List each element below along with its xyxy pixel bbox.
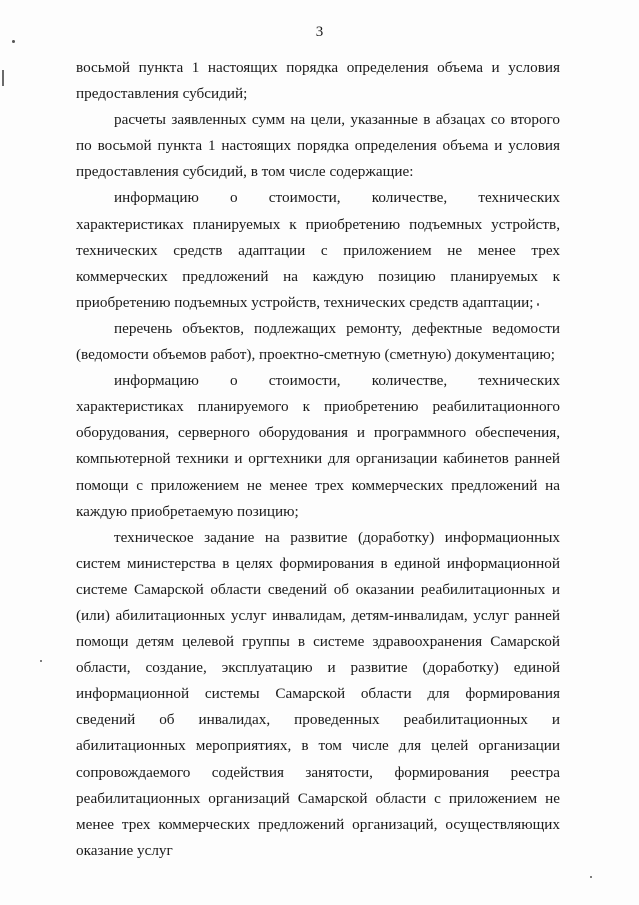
- paragraph-continuation: восьмой пункта 1 настоящих порядка определения объема и условия предоставления субсидий;: [76, 59, 560, 103]
- paragraph-technical-specification: техническое задание на развитие (доработку) информационных систем министерства в целях формирования в единой информационной системе Самарской области сведений об оказании реабилитационных и (или) абилитационных услуг инвалидам, детям-инвалидам, услуг ранней помощи детям целевой группы в системе здравоохранения Самарской области, создание, эксплуатацию и развитие (доработку) единой информационной системы Самарской области для формирования сведений об инвалидах, проведенных реабилитационных и абилитационных мероприятиях, в том числе для целей организации сопровождаемого содействия занятости, формирования реестра реабилитационных организаций Самарской области с приложением не менее трех коммерческих предложений организаций, осуществляющих оказание услуг: [76, 528, 560, 859]
- scan-speck: [40, 660, 42, 662]
- scan-speck: [590, 876, 592, 878]
- scan-speck: [12, 40, 15, 43]
- paragraph-repair-objects: перечень объектов, подлежащих ремонту, дефектные ведомости (ведомости объемов работ), проектно-сметную (сметную) документацию;: [76, 319, 560, 364]
- scan-speck: [537, 303, 539, 306]
- paragraph-calculations: расчеты заявленных сумм на цели, указанные в абзацах со второго по восьмой пункта 1 настоящих порядка определения объема и условия предоставления субсидий, в том числе содержащие:: [76, 111, 560, 181]
- paragraph-rehabilitation-equipment: информацию о стоимости, количестве, технических характеристиках планируемого к приобретению реабилитационного оборудования, серверного оборудования и программного обеспечения, компьютерной техники и оргтехники для организации кабинетов ранней помощи с приложением не менее трех коммерческих предложений на каждую приобретаемую позицию;: [76, 372, 560, 520]
- document-body: [76, 55, 560, 864]
- scan-edge-mark: [2, 70, 4, 86]
- page-number: 3: [315, 24, 324, 40]
- paragraph-lifting-devices: информацию о стоимости, количестве, технических характеристиках планируемых к приобретению подъемных устройств, технических средств адаптации с приложением не менее трех коммерческих предложений на каждую позицию планируемых к приобретению подъемных устройств, технических средств адаптации;: [76, 189, 560, 311]
